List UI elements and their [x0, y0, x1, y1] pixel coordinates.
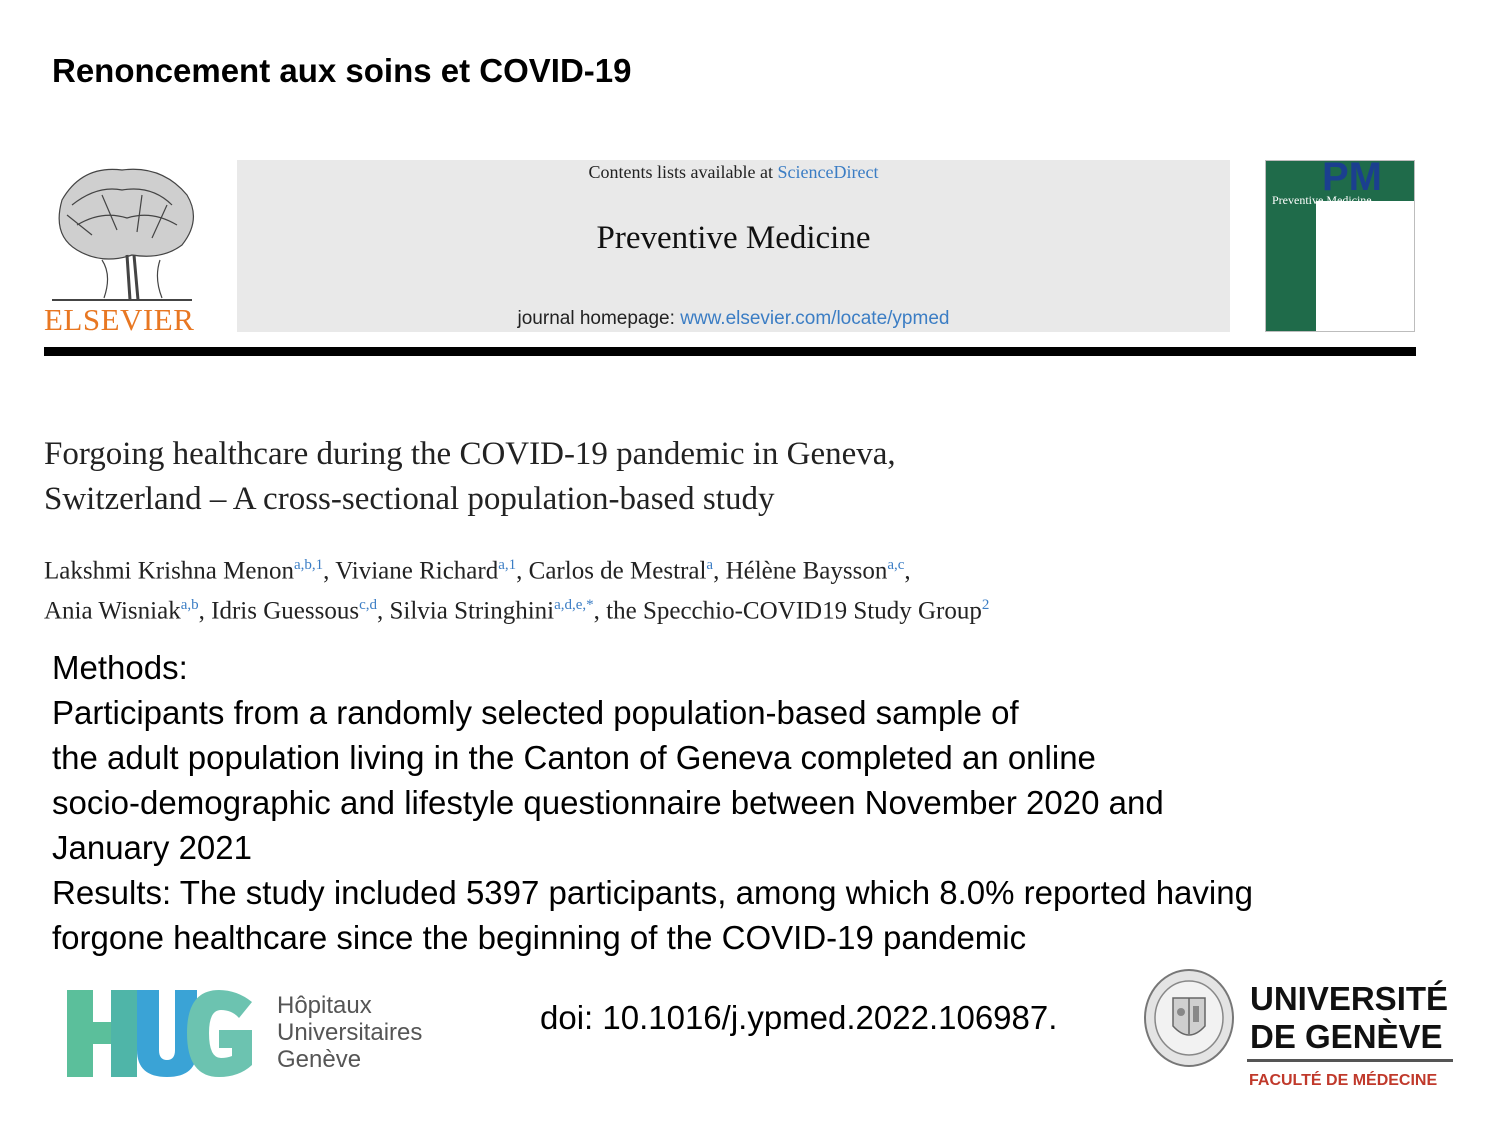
author-affiliation[interactable]: a,d,e,* — [554, 597, 594, 614]
hug-logo-text — [277, 992, 422, 1073]
summary-text — [52, 645, 1472, 960]
methods-line: socio-demographic and lifestyle questionnaire between November 2020 and — [52, 784, 1164, 821]
article-title — [44, 432, 1144, 522]
journal-name: Preventive Medicine — [596, 220, 871, 256]
cover-subtitle: Preventive Medicine — [1272, 193, 1372, 207]
author-affiliation[interactable]: a — [706, 557, 714, 573]
header-rule — [44, 347, 1416, 356]
author-affiliation[interactable]: a,c — [887, 557, 905, 573]
methods-line: the adult population living in the Canton of Geneva completed an online — [52, 739, 1096, 776]
author-name: the Specchio-COVID19 Study Group — [606, 597, 982, 625]
methods-heading: Methods: — [52, 649, 188, 686]
unige-faculty: FACULTÉ DE MÉDECINE — [1249, 1072, 1438, 1089]
unige-seal-icon — [1143, 968, 1235, 1068]
author-name: Hélène Baysson — [725, 557, 888, 585]
author-list — [44, 548, 1344, 629]
author-name: Ania Wisniak — [44, 597, 181, 625]
doi-text: doi: 10.1016/j.ypmed.2022.106987. — [540, 999, 1058, 1036]
author-separator: , — [713, 557, 726, 585]
cover-letters: PM — [1322, 155, 1382, 199]
author-separator: , — [198, 597, 212, 625]
hug-logo-mark — [67, 990, 252, 1077]
methods-line: Participants from a randomly selected population-based sample of — [52, 694, 1019, 731]
results-line: Results: The study included 5397 participants, among which 8.0% reported having — [52, 874, 1253, 911]
author-line-1 — [44, 548, 1344, 588]
contents-prefix: Contents lists available at — [588, 162, 778, 182]
homepage-line — [237, 308, 1230, 330]
article-title-line-1: Forgoing healthcare during the COVID-19 pandemic in Geneva, — [44, 436, 896, 472]
unige-line-1: UNIVERSITÉ — [1250, 980, 1449, 1017]
results-line: forgone healthcare since the beginning of the COVID-19 pandemic — [52, 919, 1027, 956]
article-title-line-2: Switzerland – A cross-sectional population-based study — [44, 481, 775, 517]
author-affiliation[interactable]: c,d — [359, 597, 377, 614]
author-name: Silvia Stringhini — [389, 597, 555, 625]
author-name: Lakshmi Krishna Menon — [44, 557, 294, 585]
author-line-2 — [44, 588, 1344, 628]
author-affiliation[interactable]: a,1 — [498, 557, 517, 573]
unige-name — [1250, 980, 1448, 1056]
author-name: Idris Guessous — [211, 597, 360, 625]
author-separator: , — [516, 557, 529, 585]
methods-line: January 2021 — [52, 829, 252, 866]
hug-line-2: Universitaires — [277, 1019, 423, 1046]
author-affiliation[interactable]: a,b,1 — [293, 557, 324, 573]
homepage-link[interactable]: www.elsevier.com/locate/ypmed — [680, 308, 950, 329]
hug-line-1: Hôpitaux — [277, 992, 372, 1019]
author-affiliation[interactable]: a,b — [180, 597, 199, 614]
hug-line-3: Genève — [277, 1046, 362, 1073]
author-name: Viviane Richard — [335, 557, 499, 585]
journal-cover-image — [1265, 155, 1415, 332]
author-separator: , — [376, 597, 390, 625]
author-separator: , — [904, 557, 911, 585]
author-separator: , — [593, 597, 607, 625]
unige-line-2: DE GENÈVE — [1250, 1018, 1443, 1055]
homepage-prefix: journal homepage: — [517, 308, 681, 329]
author-affiliation[interactable]: 2 — [981, 597, 990, 614]
author-separator: , — [323, 557, 336, 585]
sciencedirect-link[interactable]: ScienceDirect — [777, 162, 879, 182]
author-name: Carlos de Mestral — [528, 557, 707, 585]
slide-title: Renoncement aux soins et COVID-19 — [52, 52, 632, 89]
elsevier-wordmark: ELSEVIER — [44, 302, 195, 337]
contents-line — [237, 162, 1230, 183]
unige-divider — [1247, 1059, 1453, 1062]
